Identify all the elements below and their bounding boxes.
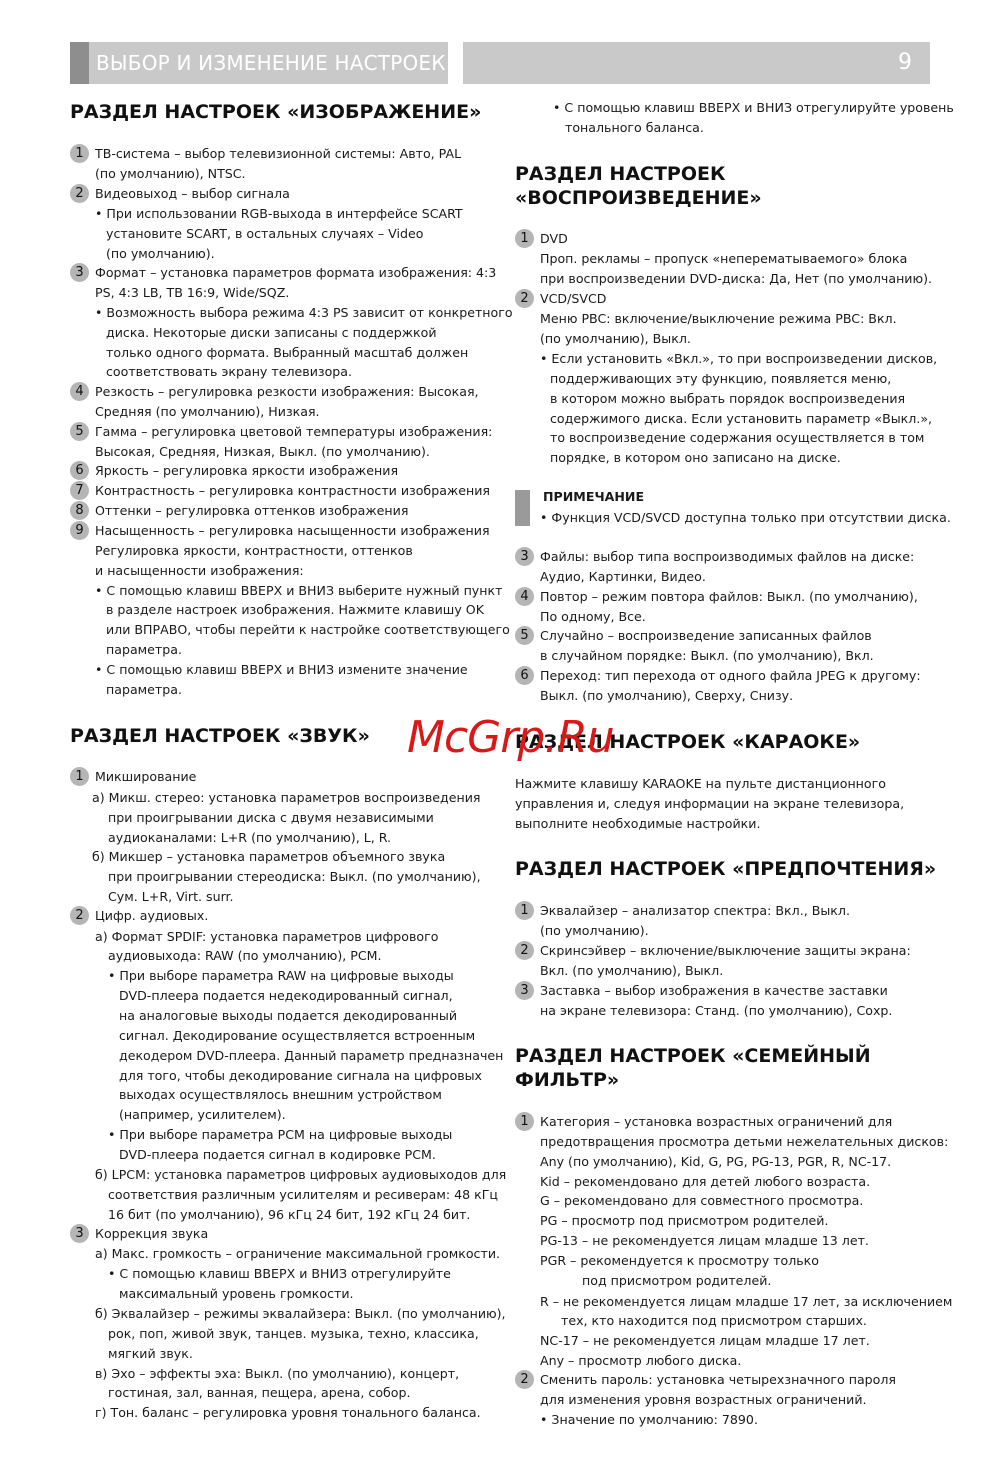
- text-line: в) Эхо – эффекты эха: Выкл. (по умолчанию), концерт,: [95, 1366, 460, 1381]
- text-line: соответствовать экрану телевизора.: [106, 364, 352, 379]
- text-line: а) Микш. стерео: установка параметров воспроизведения: [92, 790, 481, 805]
- text-line: под присмотром родителей.: [582, 1273, 772, 1288]
- text-line: Средняя (по умолчанию), Низкая.: [95, 404, 320, 419]
- text-line: DVD: [540, 231, 568, 246]
- text-line: Сменить пароль: установка четырехзначного пароля: [540, 1372, 897, 1387]
- preferences-section-title: РАЗДЕЛ НАСТРОЕК «ПРЕДПОЧТЕНИЯ»: [515, 858, 937, 880]
- item-number: 1: [515, 1112, 534, 1131]
- text-line: Вкл. (по умолчанию), Выкл.: [540, 963, 724, 978]
- text-line: Аудио, Картинки, Видео.: [540, 569, 706, 584]
- text-line: предотвращения просмотра детьми нежелательных дисков:: [540, 1134, 949, 1149]
- page-number: 9: [898, 50, 912, 75]
- text-line: г) Тон. баланс – регулировка уровня тонального баланса.: [95, 1405, 481, 1420]
- text-line: Оттенки – регулировка оттенков изображения: [95, 503, 409, 518]
- text-line: а) Формат SPDIF: установка параметров цифрового: [95, 929, 439, 944]
- item-number: 1: [70, 144, 89, 163]
- text-line: Сум. L+R, Virt. surr.: [108, 889, 234, 904]
- text-line: то воспроизведение содержания осуществляется в том: [550, 430, 925, 445]
- text-line: PG – просмотр под присмотром родителей.: [540, 1213, 829, 1228]
- text-line: диска. Некоторые диски записаны с поддержкой: [106, 325, 437, 340]
- text-line: для того, чтобы декодирование сигнала на цифровых: [119, 1068, 483, 1083]
- text-line: PS, 4:3 LB, ТВ 16:9, Wide/SQZ.: [95, 285, 290, 300]
- text-line: 16 бит (по умолчанию), 96 кГц 24 бит, 192 кГц 24 бит.: [108, 1207, 471, 1222]
- text-line: параметра.: [106, 642, 182, 657]
- item-number: 1: [515, 901, 534, 920]
- text-line: Any (по умолчанию), Kid, G, PG, PG-13, PGR, R, NC-17.: [540, 1154, 892, 1169]
- text-line: декодером DVD-плеера. Данный параметр предназначен: [119, 1048, 504, 1063]
- text-line: управления и, следуя информации на экране телевизора,: [515, 796, 905, 811]
- text-line: Файлы: выбор типа воспроизводимых файлов на диске:: [540, 549, 915, 564]
- text-line: G – рекомендовано для совместного просмотра.: [540, 1193, 864, 1208]
- text-line: б) LPCM: установка параметров цифровых аудиовыходов для: [95, 1167, 507, 1182]
- item-number: 3: [70, 263, 89, 282]
- item-number: 6: [515, 666, 534, 685]
- text-line: (по умолчанию), NTSC.: [95, 166, 246, 181]
- text-line: ТВ-система – выбор телевизионной системы: Авто, PAL: [95, 146, 462, 161]
- text-line: Повтор – режим повтора файлов: Выкл. (по умолчанию),: [540, 589, 918, 604]
- item-number: 6: [70, 461, 89, 480]
- karaoke-section-title: РАЗДЕЛ НАСТРОЕК «КАРАОКЕ»: [515, 731, 861, 753]
- item-number: 2: [70, 184, 89, 203]
- text-line: Проп. рекламы – пропуск «неперематываемого» блока: [540, 251, 908, 266]
- item-number: 2: [515, 1370, 534, 1389]
- text-line: аудиовыхода: RAW (по умолчанию), PCM.: [108, 948, 382, 963]
- text-line: рок, поп, живой звук, танцев. музыка, техно, классика,: [108, 1326, 479, 1341]
- item-number: 5: [515, 626, 534, 645]
- text-line: и насыщенности изображения:: [95, 563, 304, 578]
- text-line: (по умолчанию), Выкл.: [540, 331, 691, 346]
- text-line: • С помощью клавиш ВВЕРХ и ВНИЗ отрегулируйте уровень: [553, 100, 954, 115]
- playback-section-title: РАЗДЕЛ НАСТРОЕК: [515, 163, 726, 185]
- item-number: 8: [70, 501, 89, 520]
- text-line: б) Микшер – установка параметров объемного звука: [92, 849, 446, 864]
- item-number: 4: [70, 382, 89, 401]
- item-number: 5: [70, 422, 89, 441]
- text-line: Резкость – регулировка резкости изображения: Высокая,: [95, 384, 479, 399]
- text-line: Яркость – регулировка яркости изображения: [95, 463, 399, 478]
- text-line: (например, усилителем).: [119, 1107, 286, 1122]
- text-line: на аналоговые выходы подается декодированный: [119, 1008, 458, 1023]
- text-line: содержимого диска. Если установить параметр «Выкл.»,: [550, 411, 933, 426]
- text-line: аудиоканалами: L+R (по умолчанию), L, R.: [108, 830, 392, 845]
- sound-section-title: РАЗДЕЛ НАСТРОЕК «ЗВУК»: [70, 725, 370, 747]
- item-number: 3: [70, 1224, 89, 1243]
- family-filter-section-title-2: ФИЛЬТР»: [515, 1069, 620, 1091]
- text-line: • При выборе параметра PCM на цифровые выходы: [108, 1127, 453, 1142]
- text-line: Коррекция звука: [95, 1226, 209, 1241]
- text-line: Any – просмотр любого диска.: [540, 1353, 742, 1368]
- text-line: Заставка – выбор изображения в качестве заставки: [540, 983, 888, 998]
- text-line: Kid – рекомендовано для детей любого возраста.: [540, 1174, 871, 1189]
- text-line: • Если установить «Вкл.», то при воспроизведении дисков,: [540, 351, 938, 366]
- text-line: • Значение по умолчанию: 7890.: [540, 1412, 758, 1427]
- text-line: Меню PBC: включение/выключение режима PBC: Вкл.: [540, 311, 897, 326]
- text-line: тех, кто находится под присмотром старших.: [561, 1313, 867, 1328]
- text-line: Насыщенность – регулировка насыщенности изображения: [95, 523, 490, 538]
- text-line: в разделе настроек изображения. Нажмите клавишу OK: [106, 602, 484, 617]
- text-line: Нажмите клавишу KARAOKE на пульте дистанционного: [515, 776, 886, 791]
- item-number: 2: [515, 289, 534, 308]
- text-line: Переход: тип перехода от одного файла JPEG к другому:: [540, 668, 921, 683]
- text-line: на экране телевизора: Станд. (по умолчанию), Сохр.: [540, 1003, 893, 1018]
- text-line: Контрастность – регулировка контрастности изображения: [95, 483, 490, 498]
- text-line: Высокая, Средняя, Низкая, Выкл. (по умолчанию).: [95, 444, 430, 459]
- text-line: Микширование: [95, 769, 197, 784]
- note-title: ПРИМЕЧАНИЕ: [543, 489, 645, 504]
- text-line: при проигрывании диска с двумя независимыми: [108, 810, 434, 825]
- text-line: или ВПРАВО, чтобы перейти к настройке соответствующего: [106, 622, 510, 637]
- text-line: Категория – установка возрастных ограничений для: [540, 1114, 893, 1129]
- text-line: поддерживающих эту функцию, появляется меню,: [550, 371, 892, 386]
- header-title-bar: [70, 42, 448, 84]
- item-number: 3: [515, 981, 534, 1000]
- text-line: Выкл. (по умолчанию), Сверху, Снизу.: [540, 688, 794, 703]
- header-page-bar: [463, 42, 930, 84]
- text-line: тонального баланса.: [565, 120, 704, 135]
- text-line: • С помощью клавиш ВВЕРХ и ВНИЗ отрегулируйте: [108, 1266, 451, 1281]
- text-line: мягкий звук.: [108, 1346, 193, 1361]
- text-line: По одному, Все.: [540, 609, 646, 624]
- text-line: DVD-плеера подается недекодированный сигнал,: [119, 988, 453, 1003]
- text-line: параметра.: [106, 682, 182, 697]
- text-line: Формат – установка параметров формата изображения: 4:3: [95, 265, 497, 280]
- item-number: 2: [70, 906, 89, 925]
- playback-section-title-2: «ВОСПРОИЗВЕДЕНИЕ»: [515, 187, 762, 209]
- note-text: • Функция VCD/SVCD доступна только при отсутствии диска.: [540, 510, 951, 525]
- text-line: при проигрывании стереодиска: Выкл. (по умолчанию),: [108, 869, 481, 884]
- text-line: выходах осуществлялось внешним устройством: [119, 1087, 442, 1102]
- text-line: б) Эквалайзер – режимы эквалайзера: Выкл. (по умолчанию),: [95, 1306, 506, 1321]
- text-line: максимальный уровень громкости.: [119, 1286, 354, 1301]
- item-number: 4: [515, 587, 534, 606]
- text-line: • При выборе параметра RAW на цифровые выходы: [108, 968, 454, 983]
- text-line: Гамма – регулировка цветовой температуры изображения:: [95, 424, 493, 439]
- text-line: соответствия различным усилителям и ресиверам: 48 кГц: [108, 1187, 498, 1202]
- item-number: 9: [70, 521, 89, 540]
- text-line: (по умолчанию).: [106, 246, 215, 261]
- text-line: Эквалайзер – анализатор спектра: Вкл., Выкл.: [540, 903, 850, 918]
- text-line: PG-13 – не рекомендуется лицам младше 13 лет.: [540, 1233, 869, 1248]
- text-line: (по умолчанию).: [540, 923, 649, 938]
- text-line: • С помощью клавиш ВВЕРХ и ВНИЗ выберите нужный пункт: [95, 583, 503, 598]
- item-number: 7: [70, 481, 89, 500]
- watermark-text: McGrp.Ru: [407, 712, 614, 763]
- item-number: 3: [515, 547, 534, 566]
- text-line: Регулировка яркости, контрастности, оттенков: [95, 543, 413, 558]
- text-line: для изменения уровня возрастных ограничений.: [540, 1392, 867, 1407]
- text-line: Цифр. аудиовых.: [95, 908, 209, 923]
- text-line: при воспроизведении DVD-диска: Да, Нет (по умолчанию).: [540, 271, 933, 286]
- text-line: в котором можно выбрать порядок воспроизведения: [550, 391, 906, 406]
- text-line: VCD/SVCD: [540, 291, 607, 306]
- text-line: Случайно – воспроизведение записанных файлов: [540, 628, 872, 643]
- item-number: 2: [515, 941, 534, 960]
- text-line: установите SCART, в остальных случаях – Video: [106, 226, 424, 241]
- text-line: • С помощью клавиш ВВЕРХ и ВНИЗ измените значение: [95, 662, 468, 677]
- text-line: выполните необходимые настройки.: [515, 816, 761, 831]
- text-line: а) Макс. громкость – ограничение максимальной громкости.: [95, 1246, 501, 1261]
- text-line: только одного формата. Выбранный масштаб должен: [106, 345, 469, 360]
- item-number: 1: [515, 229, 534, 248]
- text-line: • При использовании RGB-выхода в интерфейсе SCART: [95, 206, 463, 221]
- text-line: PGR – рекомендуется к просмотру только: [540, 1253, 819, 1268]
- text-line: в случайном порядке: Выкл. (по умолчанию), Вкл.: [540, 648, 874, 663]
- item-number: 1: [70, 767, 89, 786]
- text-line: NC-17 – не рекомендуется лицам младше 17 лет.: [540, 1333, 870, 1348]
- note-marker: [515, 490, 530, 526]
- text-line: DVD-плеера подается сигнал в кодировке PCM.: [119, 1147, 436, 1162]
- text-line: Видеовыход – выбор сигнала: [95, 186, 290, 201]
- text-line: сигнал. Декодирование осуществляется встроенным: [119, 1028, 476, 1043]
- text-line: Скринсэйвер – включение/выключение защиты экрана:: [540, 943, 911, 958]
- family-filter-section-title: РАЗДЕЛ НАСТРОЕК «СЕМЕЙНЫЙ: [515, 1045, 871, 1067]
- text-line: • Возможность выбора режима 4:3 PS зависит от конкретного: [95, 305, 513, 320]
- text-line: гостиная, зал, ванная, пещера, арена, собор.: [108, 1385, 411, 1400]
- text-line: R – не рекомендуется лицам младше 17 лет, за исключением: [540, 1294, 953, 1309]
- header-marker: [70, 42, 89, 84]
- page-title: ВЫБОР И ИЗМЕНЕНИЕ НАСТРОЕК: [96, 51, 446, 75]
- text-line: порядке, в котором оно записано на диске.: [550, 450, 841, 465]
- image-section-title: РАЗДЕЛ НАСТРОЕК «ИЗОБРАЖЕНИЕ»: [70, 101, 482, 123]
